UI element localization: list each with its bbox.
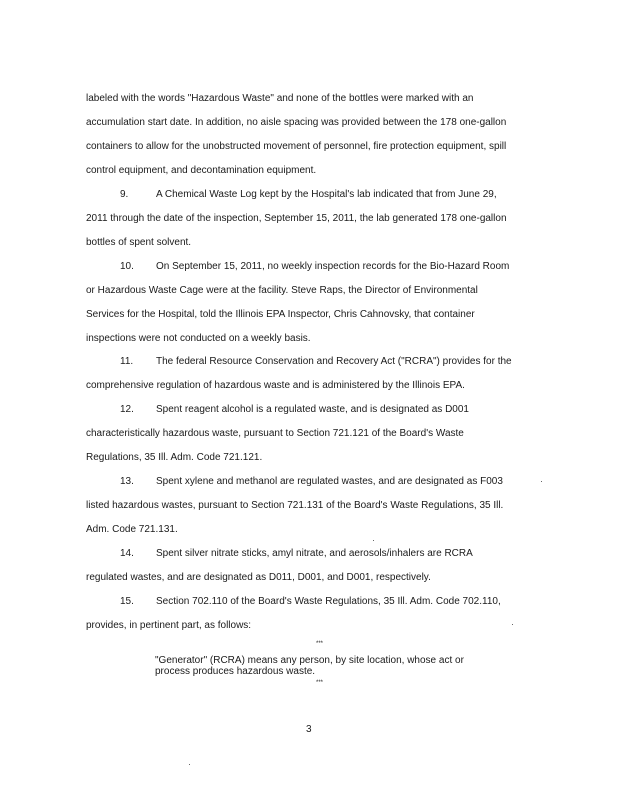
p9-number: 9.	[120, 189, 129, 200]
scan-speck	[541, 481, 542, 482]
p13-text-1: Spent xylene and methanol are regulated wastes, and are designated as F003	[156, 476, 503, 487]
p11-line-2: comprehensive regulation of hazardous waste and is administered by the Illinois EPA.	[86, 380, 465, 391]
p14-text-1: Spent silver nitrate sticks, amyl nitrate, and aerosols/inhalers are RCRA	[156, 548, 473, 559]
p10-number: 10.	[120, 261, 134, 272]
p14-line-1	[120, 548, 473, 560]
p10-text-1: On September 15, 2011, no weekly inspection records for the Bio-Hazard Room	[156, 261, 510, 272]
p15-number: 15.	[120, 596, 134, 607]
scan-speck	[373, 540, 374, 541]
p13-line-1	[120, 476, 503, 488]
p12-line-3: Regulations, 35 Ill. Adm. Code 721.121.	[86, 452, 263, 463]
p10-line-2: or Hazardous Waste Cage were at the facility. Steve Raps, the Director of Environmental	[86, 285, 478, 296]
p8-line-2: accumulation start date. In addition, no aisle spacing was provided between the 178 one-gallon	[86, 117, 507, 128]
p10-line-3: Services for the Hospital, told the Illinois EPA Inspector, Chris Cahnovsky, that container	[86, 309, 475, 320]
p15-line-2: provides, in pertinent part, as follows:	[86, 620, 252, 631]
p13-number: 13.	[120, 476, 134, 487]
p13-line-2: listed hazardous wastes, pursuant to Section 721.131 of the Board's Waste Regulations, 35 Ill.	[86, 500, 504, 511]
p9-line-1	[120, 189, 497, 201]
p8-line-1: labeled with the words "Hazardous Waste" and none of the bottles were marked with an	[86, 93, 474, 104]
page-number: 3	[306, 724, 312, 735]
p14-line-2: regulated wastes, and are designated as D011, D001, and D001, respectively.	[86, 572, 431, 583]
p13-line-3: Adm. Code 721.131.	[86, 524, 178, 535]
block-quote-ellipsis-bottom: ***	[316, 680, 324, 686]
p10-line-4: inspections were not conducted on a weekly basis.	[86, 333, 311, 344]
p9-line-2: 2011 through the date of the inspection, September 15, 2011, the lab generated 178 one-gallon	[86, 213, 507, 224]
p11-number: 11.	[120, 356, 134, 367]
p15-text-1: Section 702.110 of the Board's Waste Regulations, 35 Ill. Adm. Code 702.110,	[156, 596, 501, 607]
p12-number: 12.	[120, 404, 134, 415]
p9-line-3: bottles of spent solvent.	[86, 237, 192, 248]
p8-line-4: control equipment, and decontamination equipment.	[86, 165, 317, 176]
block-quote-line-2: process produces hazardous waste.	[155, 666, 316, 677]
scan-speck	[189, 764, 190, 765]
p15-line-1	[120, 596, 501, 608]
p9-text-1: A Chemical Waste Log kept by the Hospital's lab indicated that from June 29,	[156, 189, 497, 200]
p12-line-1	[120, 404, 469, 416]
p14-number: 14.	[120, 548, 134, 559]
p12-text-1: Spent reagent alcohol is a regulated waste, and is designated as D001	[156, 404, 469, 415]
p12-line-2: characteristically hazardous waste, pursuant to Section 721.121 of the Board's Waste	[86, 428, 464, 439]
block-quote-ellipsis-top: ***	[316, 641, 324, 647]
p11-text-1: The federal Resource Conservation and Recovery Act ("RCRA") provides for the	[156, 356, 512, 367]
p10-line-1	[120, 261, 509, 273]
scan-speck	[512, 624, 513, 625]
p8-line-3: containers to allow for the unobstructed movement of personnel, fire protection equipment, spill	[86, 141, 507, 152]
block-quote-line-1: "Generator" (RCRA) means any person, by site location, whose act or	[155, 655, 464, 666]
p11-line-1	[120, 356, 512, 368]
